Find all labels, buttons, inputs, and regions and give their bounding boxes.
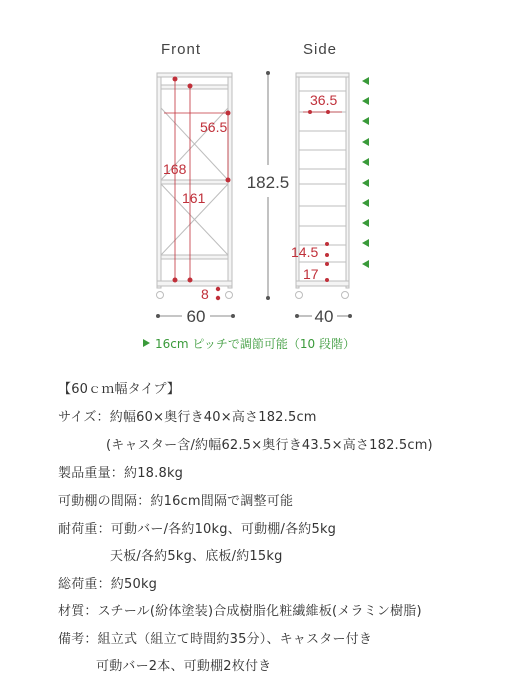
spec-size-casters: (キャスター含/約幅62.5×奥行き43.5×高さ182.5cm) bbox=[106, 438, 433, 453]
red-dot bbox=[216, 296, 220, 300]
red-dot bbox=[325, 253, 329, 257]
spec-notes-cont: 可動バー2本、可動棚2枚付き bbox=[96, 659, 272, 674]
red-dot bbox=[173, 77, 178, 82]
green-arrow-icon bbox=[362, 219, 369, 227]
green-arrow-icon bbox=[362, 97, 369, 105]
green-arrow-icon bbox=[362, 199, 369, 207]
spec-heading: 【60ｃｍ幅タイプ】 bbox=[58, 382, 181, 397]
overall-height-value: 182.5 bbox=[246, 173, 290, 192]
side-dim-14-5: 14.5 bbox=[291, 244, 319, 260]
red-dot bbox=[325, 278, 329, 282]
front-dim-168: 168 bbox=[163, 161, 187, 177]
spec-load: 耐荷重：可動バー/各約10kg、可動棚/各約5kg bbox=[58, 522, 337, 537]
green-arrow-icon bbox=[362, 260, 369, 268]
front-view-rack bbox=[157, 73, 233, 299]
side-dim-17: 17 bbox=[303, 266, 319, 282]
green-arrow-icon bbox=[362, 158, 369, 166]
front-red-dimensions bbox=[164, 77, 231, 301]
front-dim-56-5: 56.5 bbox=[200, 119, 228, 135]
red-dot bbox=[188, 278, 193, 283]
spec-shelf-interval: 可動棚の間隔：約16cm間隔で調整可能 bbox=[58, 494, 294, 509]
pitch-note: 16cm ピッチで調節可能（10 段階） bbox=[155, 337, 355, 351]
front-view-label: Front bbox=[160, 41, 202, 58]
side-depth-value: 40 bbox=[314, 307, 334, 326]
red-dot bbox=[226, 178, 231, 183]
green-arrow-icon bbox=[362, 77, 369, 85]
red-dot bbox=[325, 242, 329, 246]
front-width-value: 60 bbox=[186, 307, 206, 326]
red-dot bbox=[226, 111, 231, 116]
side-view-label: Side bbox=[302, 41, 338, 58]
front-dim-161: 161 bbox=[182, 190, 206, 206]
green-arrow-icon bbox=[362, 179, 369, 187]
play-arrow-icon bbox=[143, 339, 150, 347]
green-arrow-icon bbox=[362, 138, 369, 146]
red-dot bbox=[173, 278, 178, 283]
side-dim-36-5: 36.5 bbox=[310, 92, 338, 108]
spec-size: サイズ：約幅60×奥行き40×高さ182.5cm bbox=[58, 410, 317, 425]
red-dot bbox=[216, 287, 220, 291]
spec-notes: 備考：組立式（組立て時間約35分）、キャスター付き bbox=[58, 632, 373, 647]
spec-material: 材質：スチール(紛体塗装)合成樹脂化粧繊維板(メラミン樹脂) bbox=[58, 604, 422, 619]
spec-total-load: 総荷重：約50kg bbox=[58, 577, 158, 592]
spec-load-cont: 天板/各約5kg、底板/約15kg bbox=[110, 549, 283, 564]
spec-weight: 製品重量：約18.8kg bbox=[58, 466, 184, 481]
shelf-position-arrows bbox=[362, 77, 369, 268]
red-dot bbox=[325, 262, 329, 266]
red-dot bbox=[188, 84, 193, 89]
green-arrow-icon bbox=[362, 117, 369, 125]
green-arrow-icon bbox=[362, 239, 369, 247]
front-dim-8: 8 bbox=[201, 286, 209, 302]
